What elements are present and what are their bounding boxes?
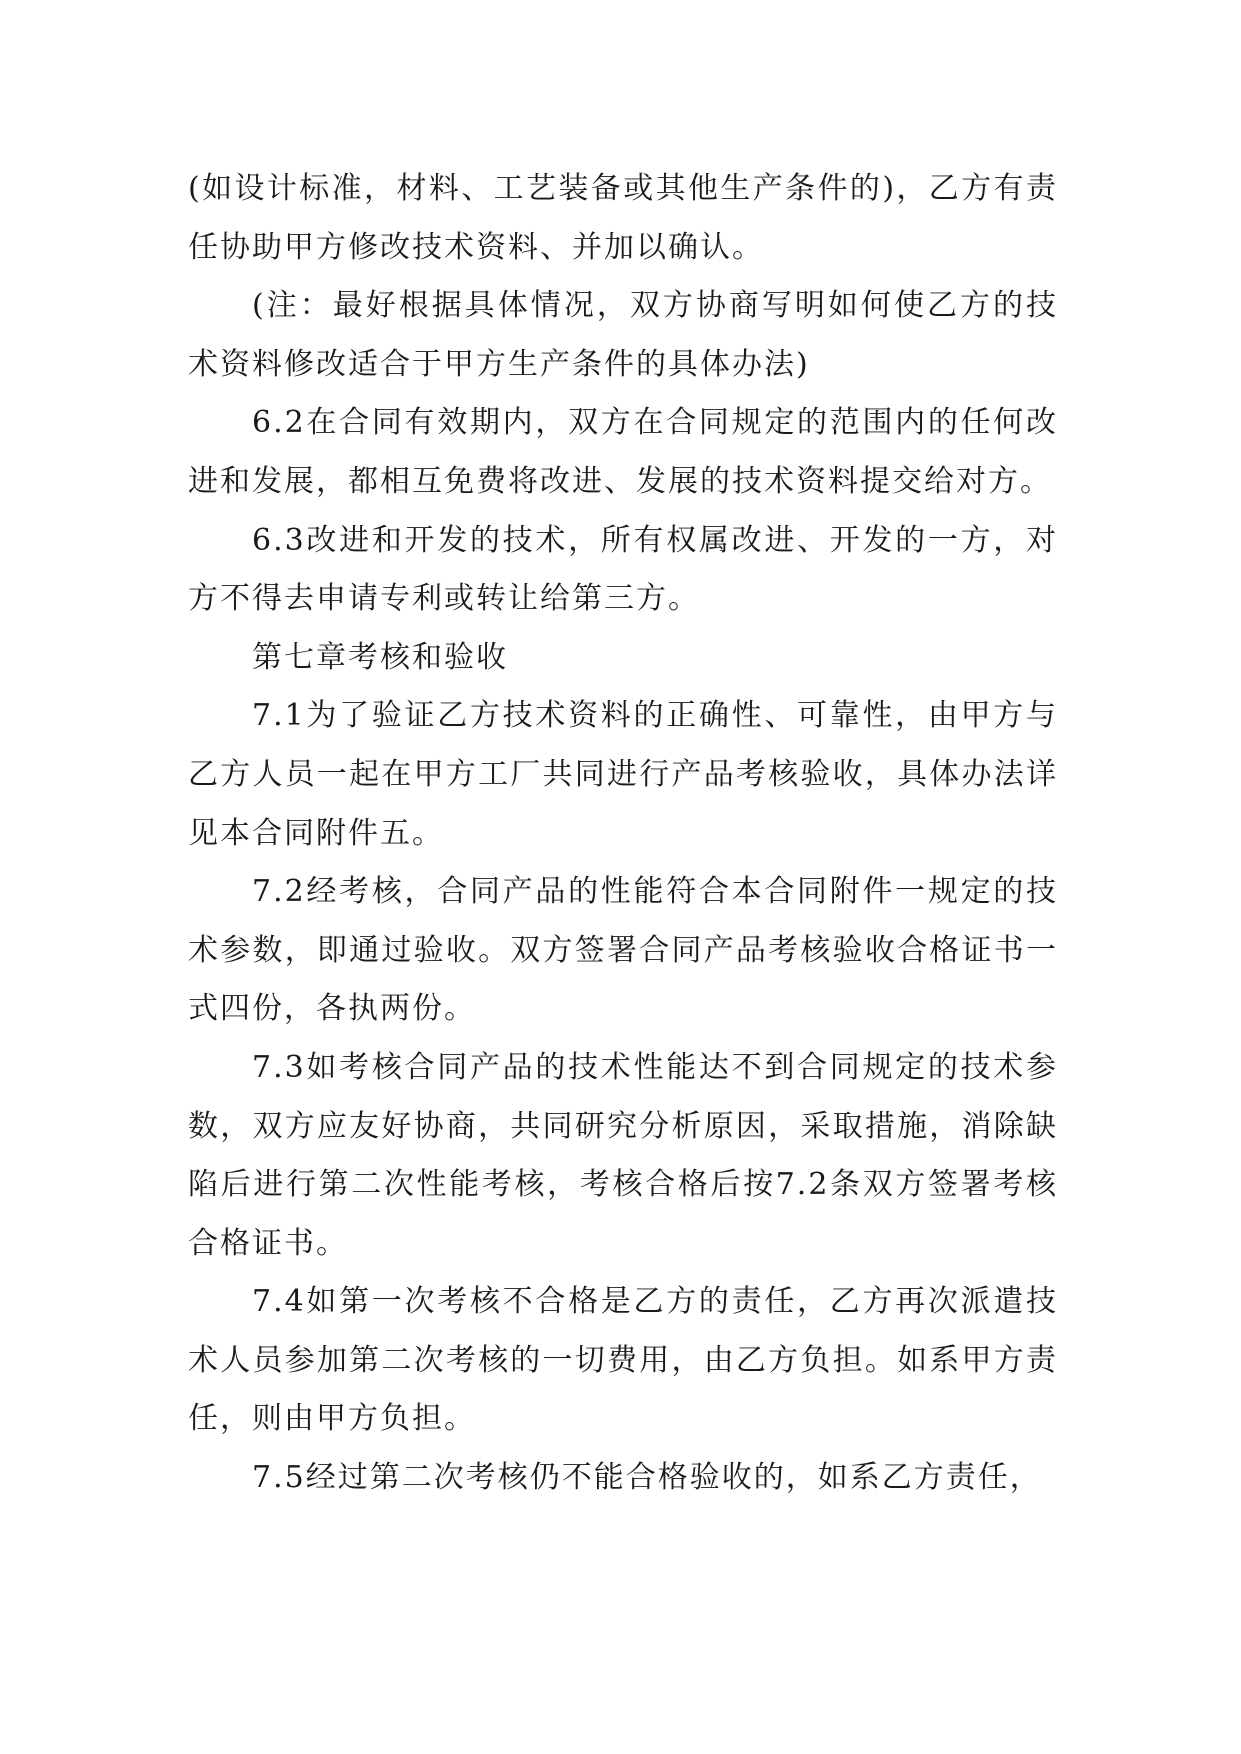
paragraph-continuation: (如设计标准，材料、工艺装备或其他生产条件的)，乙方有责任协助甲方修改技术资料、并加以确认。 [188, 171, 1058, 265]
paragraph-clause-7-4: 7.4如第一次考核不合格是乙方的责任，乙方再次派遣技术人员参加第二次考核的一切费用，由乙方负担。如系甲方责任，则由甲方负担。 [188, 1284, 1058, 1437]
paragraph-note: (注：最好根据具体情况，双方协商写明如何使乙方的技术资料修改适合于甲方生产条件的具体办法) [188, 288, 1058, 382]
paragraph-clause-7-1: 7.1为了验证乙方技术资料的正确性、可靠性，由甲方与乙方人员一起在甲方工厂共同进行产品考核验收，具体办法详见本合同附件五。 [188, 698, 1058, 851]
paragraph-clause-7-3: 7.3如考核合同产品的技术性能达不到合同规定的技术参数，双方应友好协商，共同研究分析原因，采取措施，消除缺陷后进行第二次性能考核，考核合格后按7.2条双方签署考核合格证书。 [188, 1049, 1058, 1261]
paragraph-clause-7-5: 7.5经过第二次考核仍不能合格验收的，如系乙方责任， [252, 1460, 1042, 1496]
paragraph-clause-6-3: 6.3改进和开发的技术，所有权属改进、开发的一方，对方不得去申请专利或转让给第三方。 [188, 522, 1058, 617]
paragraph-clause-7-2: 7.2经考核，合同产品的性能符合本合同附件一规定的技术参数，即通过验收。双方签署合同产品考核验收合格证书一式四份，各执两份。 [188, 874, 1058, 1027]
chapter-heading: 第七章考核和验收 [252, 639, 508, 675]
document-body [188, 160, 1058, 1508]
paragraph-clause-6-2: 6.2在合同有效期内，双方在合同规定的范围内的任何改进和发展，都相互免费将改进、发展的技术资料提交给对方。 [188, 405, 1058, 499]
